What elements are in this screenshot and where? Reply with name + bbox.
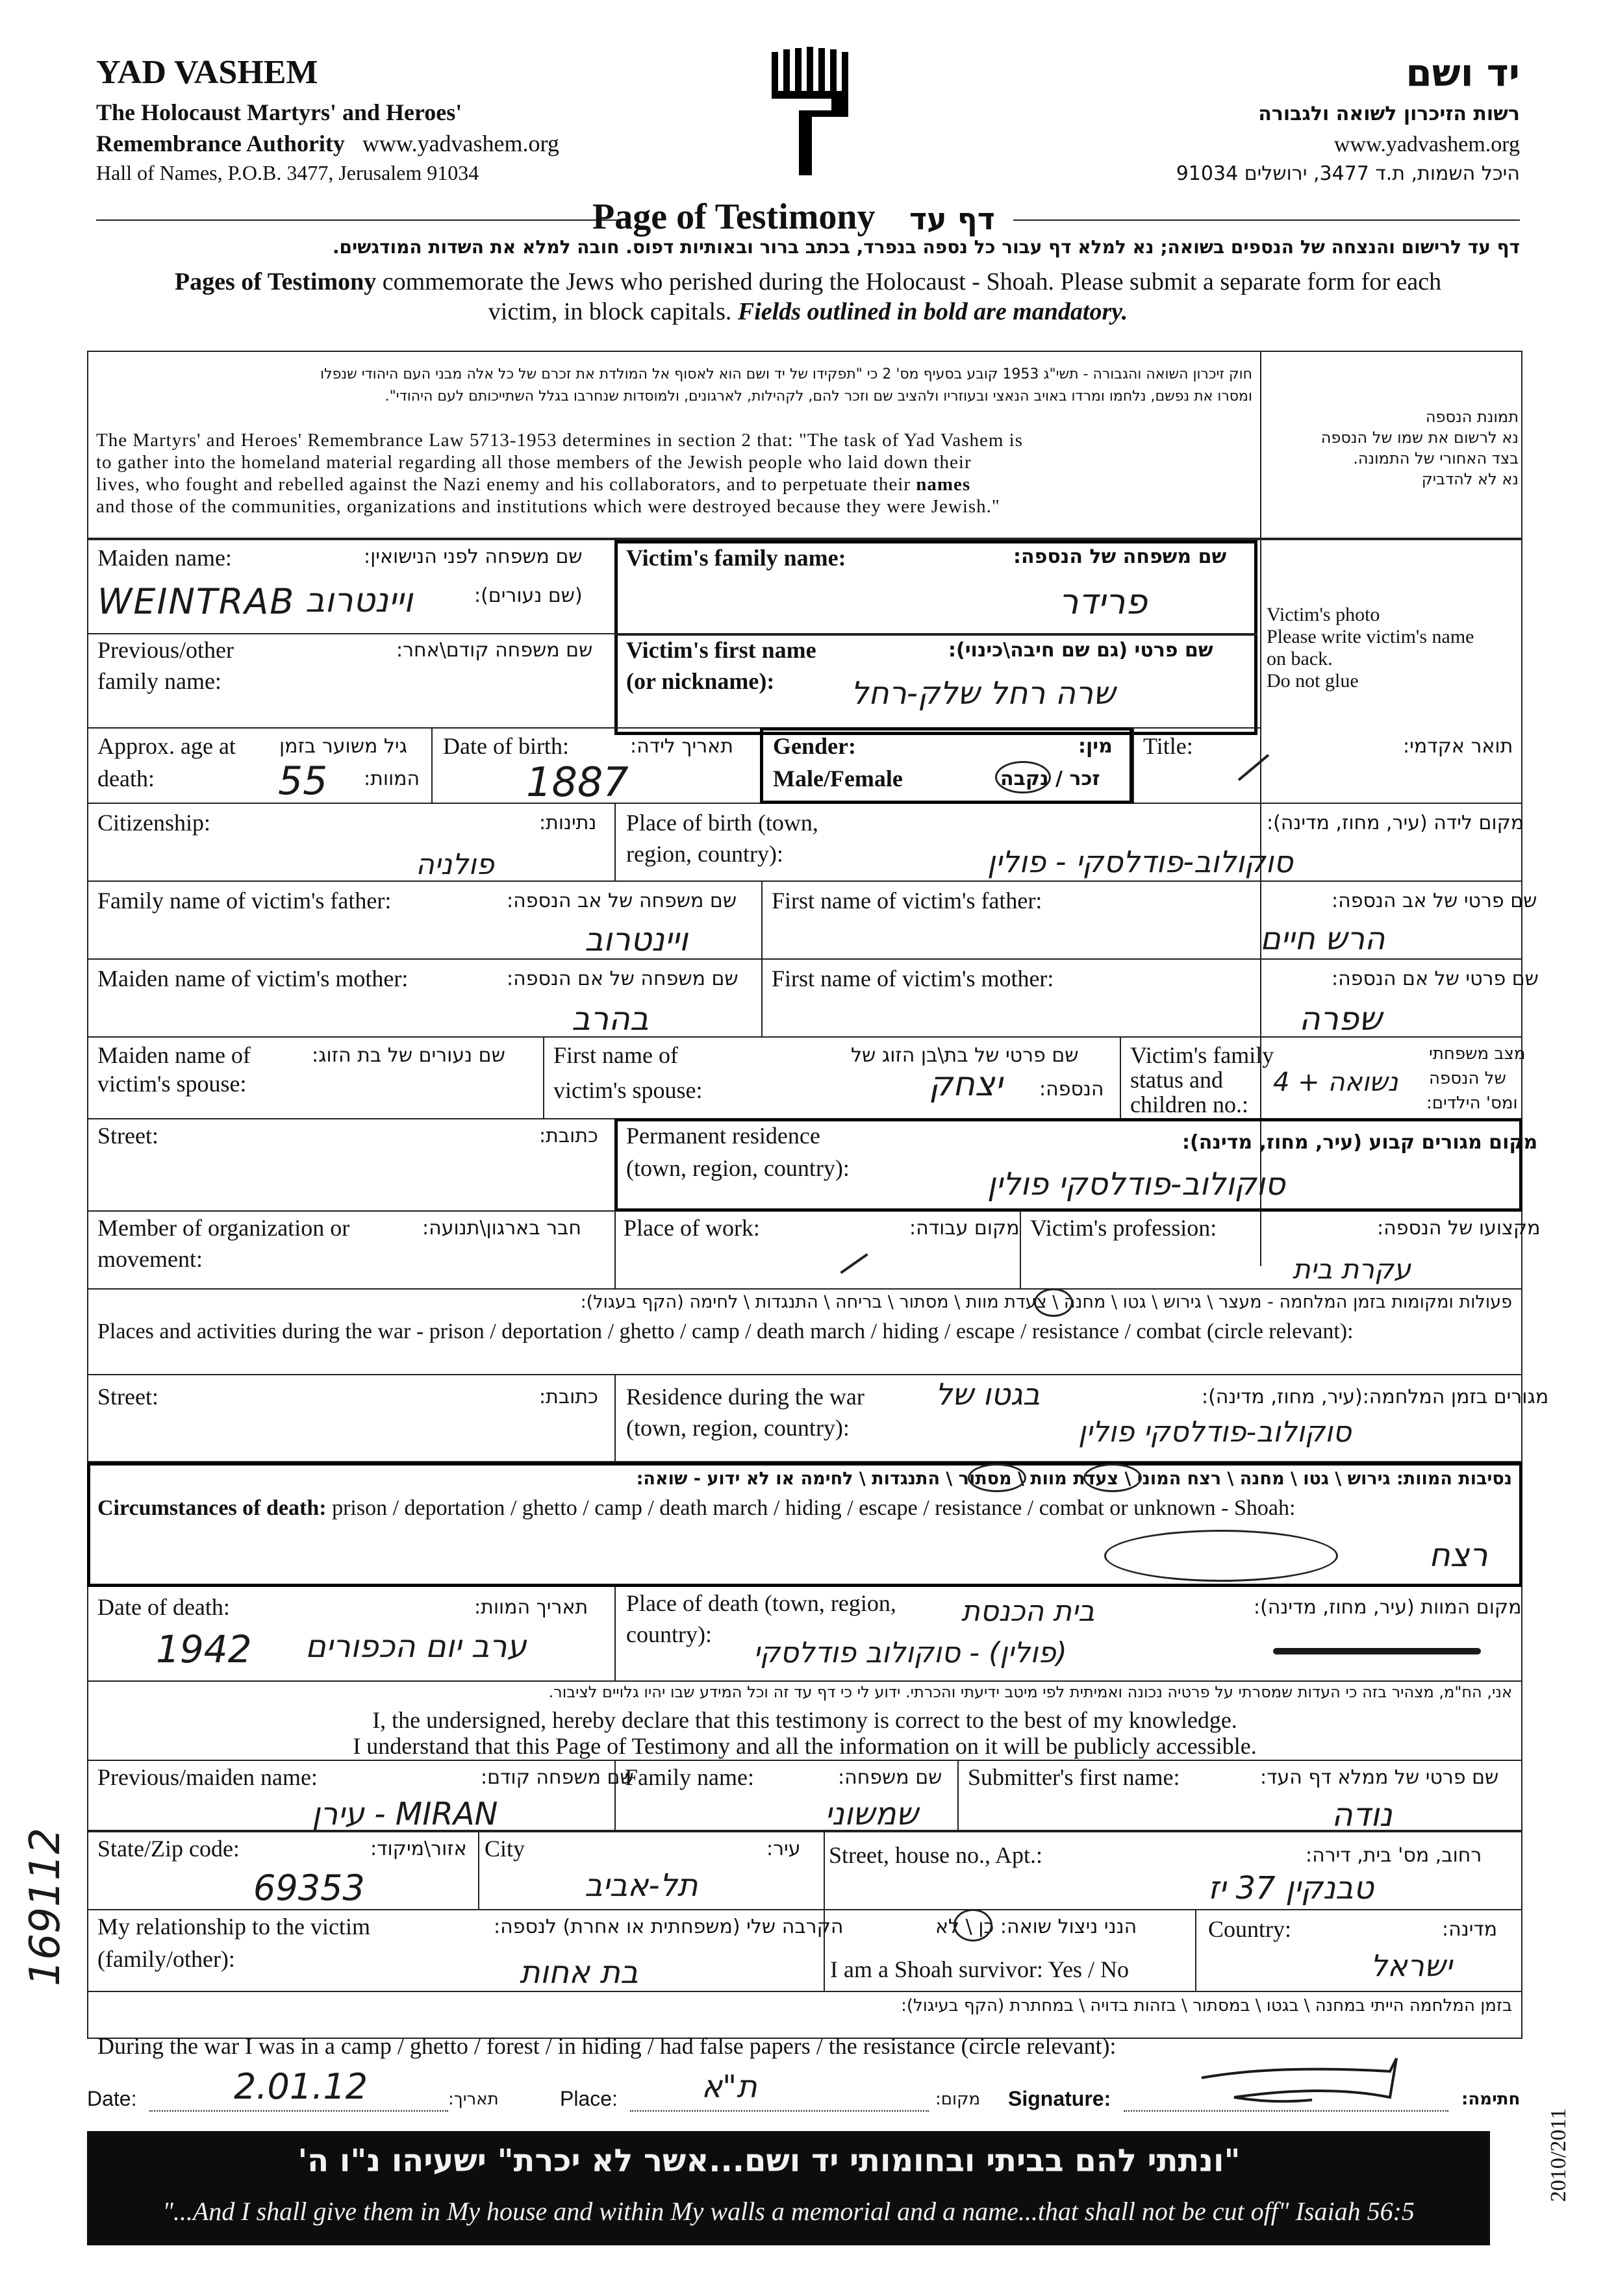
pob-value[interactable]: סוקולוב-פודלסקי - פולין (987, 844, 1293, 879)
dod-label: Date of death: (97, 1594, 230, 1620)
intro-en-rest: commemorate the Jews who perished during the Holocaust - Shoah. Please submit a separate form for each (376, 268, 1442, 295)
country-value[interactable]: ישראל (1370, 1948, 1452, 1983)
sub-row3-div2 (1195, 1909, 1196, 1991)
victim-first-name-value[interactable]: שרה רחל שלק-רחל (851, 675, 1116, 712)
place-value[interactable]: ת"א (701, 2069, 757, 2105)
date-label-he: תאריך: (448, 2090, 499, 2109)
war-places-he: פעולות ומקומות בזמן המלחמה - מעצר \ גירוש \ גטו \ מחנה \ צעדת מוות \ מסתור \ בריחה \ התנגדות \ לחימה (הקף בעגול): (580, 1292, 1512, 1312)
org-line1-en: The Holocaust Martyrs' and Heroes' (96, 99, 462, 125)
submitter-prev-label: Previous/maiden name: (97, 1764, 318, 1790)
city-value[interactable]: תל-אביב (585, 1867, 698, 1904)
law-en-line3-bold: names (916, 474, 971, 495)
mother-first-label: First name of victim's mother: (772, 966, 1054, 992)
org-web-he: www.yadvashem.org (1333, 132, 1520, 156)
law-en-line1: The Martyrs' and Heroes' Remembrance Law 5713-1953 determines in section 2 that: "The task of Yad Vashem is (96, 430, 1023, 451)
victim-family-name-label: Victim's family name: (626, 545, 846, 571)
country-label: Country: (1208, 1916, 1292, 1942)
law-he-line1: חוק זיכרון השואה והגבורה - תשי"ג 1953 קובע בסעיף מס' 2 כי "תפקידו של יד ושם הוא לאסוף אל המולדת את זכרם של כל אלה מבני העם היהודי שנפלו (320, 366, 1252, 382)
circumstances-value[interactable]: רצח (1429, 1536, 1488, 1574)
date-label: Date: (87, 2087, 137, 2110)
submitter-family-value[interactable]: שמשוני (825, 1796, 918, 1832)
photo-he-line1: נא לרשום את שמו של הנספה (1320, 429, 1519, 447)
war-residence-label-he: מגורים בזמן המלחמה:(עיר, מחוז, מדינה): (1202, 1386, 1549, 1408)
citizenship-value[interactable]: פולניה (416, 848, 494, 881)
previous-name-label-he: שם משפחה קודם\אחר: (396, 639, 593, 662)
signature-mark-icon (1195, 2052, 1429, 2110)
war-residence-label-1: Residence during the war (626, 1384, 865, 1410)
victim-first-name-label-1: Victim's first name (626, 637, 816, 663)
father-family-value[interactable]: ויינטרוב (585, 921, 688, 958)
row13-bottom (87, 1680, 1522, 1682)
submitter-family-label: Family name: (625, 1764, 754, 1790)
intro-he: דף עד לרישום והנצחה של הנספים בשואה; נא למלא דף עבור כל נספה בנפרד, בכתב ברור ובאותיות דפוס. חובה למלא את השדות המודגשים. (332, 236, 1520, 258)
member-label-2: movement: (97, 1246, 203, 1272)
during-war-he: בזמן המלחמה הייתי במחנה \ בגטו \ במסתור \ בזהות בדויה \ במחתרת (הקף בעיגול): (901, 1996, 1512, 2015)
profession-label: Victim's profession: (1030, 1215, 1217, 1241)
page-title-he: דף עד (909, 201, 995, 236)
victim-family-name-value[interactable]: פרידר (1059, 581, 1148, 622)
row1-divider-left (87, 633, 614, 634)
family-status-label-he3: ומס' הילדים: (1426, 1093, 1518, 1113)
row7-div1 (543, 1036, 544, 1118)
law-en-line2: to gather into the homeland material regarding all those members of the Jewish people who laid down their (96, 452, 972, 473)
city-label-he: עיר: (766, 1838, 801, 1860)
spouse-first-value[interactable]: יצחק (929, 1065, 1003, 1104)
age-label-he2: המוות: (364, 767, 420, 790)
submitter-first-label-he: שם פרטי של ממלא דף העד: (1260, 1766, 1499, 1789)
signature-underline (1124, 2110, 1448, 2112)
pob-label-1: Place of birth (town, (626, 810, 818, 836)
residence-value[interactable]: סוקולוב-פודלסקי פולין (987, 1166, 1285, 1203)
dob-label-he: תאריך לידה: (630, 735, 733, 758)
age-label-he1: גיל משוער בזמן (279, 735, 407, 758)
maiden-name-value-latin[interactable]: WEINTRAB (97, 581, 296, 622)
intro-en-line2-bold: Fields outlined in bold are mandatory. (737, 298, 1128, 325)
date-underline (149, 2110, 448, 2112)
victim-first-name-label-2: (or nickname): (626, 668, 775, 694)
circumstances-en-bold: Circumstances of death: (97, 1496, 327, 1520)
spouse-first-label-he2: הנספה: (1039, 1078, 1104, 1101)
age-label-1: Approx. age at (97, 733, 236, 759)
war-street-label-he: כתובת: (539, 1386, 598, 1408)
family-status-label-1: Victim's family (1130, 1042, 1274, 1068)
date-value[interactable]: 2.01.12 (234, 2066, 368, 2107)
relation-label-he: הקרבה שלי (משפחתית או אחרת) לנספה: (494, 1915, 844, 1938)
org-title-en: YAD VASHEM (96, 54, 318, 91)
org-address-en: Hall of Names, P.O.B. 3477, Jerusalem 91034 (96, 161, 479, 184)
residence-label-he: מקום מגורים קבוע (עיר, מחוז, מדינה): (1182, 1131, 1538, 1154)
father-family-label-he: שם משפחה של אב הנספה: (507, 890, 737, 912)
law-he-line2: ומסרו את נפשם, נלחמו ומרדו באויב הנאצי ובעוזריו ולהציב שם וזכר להם, לקהילות, לארגונים, ולמוסדות שנחרבו בגלל השתייכותם לעם היהודי". (385, 388, 1252, 405)
family-status-label-he1: מצב משפחתי (1429, 1044, 1526, 1064)
yad-vashem-logo (766, 45, 857, 182)
gender-label-he: מין: (1078, 735, 1113, 758)
header-rule-left (96, 219, 629, 221)
circumstances-en (97, 1496, 1295, 1521)
zip-value[interactable]: 69353 (253, 1867, 365, 1908)
submitter-street-label: Street, house no., Apt.: (829, 1842, 1042, 1868)
family-status-label-he2: של הנספה (1429, 1069, 1506, 1088)
year-code: 2010/2011 (1547, 2108, 1571, 2202)
spouse-maiden-label-he: שם נעורים של בת הזוג: (312, 1044, 505, 1067)
city-label: City (485, 1836, 525, 1862)
circumstances-he: נסיבות המוות: גירוש \ גטו \ מחנה \ רצח המוני \ צעדת מוות \ מסתור \ התנגדות \ לחימה או לא ידוע - שואה: (636, 1469, 1512, 1489)
citizenship-label-he: נתינות: (539, 812, 597, 834)
declaration-en-2: I understand that this Page of Testimony and all the information on it will be publicly accessible. (353, 1733, 1257, 1759)
residence-label-1: Permanent residence (626, 1123, 820, 1149)
spouse-first-label-1: First name of (553, 1042, 678, 1068)
dod-label-he: תאריך המוות: (474, 1596, 588, 1619)
age-label-2: death: (97, 766, 155, 792)
row5-bottom (87, 958, 1522, 960)
submitter-first-label: Submitter's first name: (968, 1764, 1180, 1790)
previous-name-label-1: Previous/other (97, 637, 234, 663)
victim-first-name-label-he: שם פרטי (גם שם חיבה\כינוי): (948, 639, 1213, 662)
org-line2-en-group (96, 130, 559, 157)
victim-family-name-label-he: שם משפחה של הנספה: (1013, 545, 1227, 568)
war-street-label: Street: (97, 1384, 158, 1410)
family-status-label-3: children no.: (1130, 1092, 1248, 1117)
law-en-line3-pre: lives, who fought and rebelled against the Nazi enemy and his collaborators, and to perpetuate their (96, 474, 916, 495)
profession-label-he: מקצועו של הנספה: (1377, 1217, 1541, 1240)
war-residence-value-1[interactable]: בגטו של (935, 1377, 1041, 1412)
pob-label-2: region, country): (626, 841, 783, 867)
submitter-prev-label-he: שם משפחה קודם: (481, 1766, 634, 1789)
mother-first-label-he: שם פרטי של אם הנספה: (1332, 967, 1539, 990)
gender-options-he: זכר / נקבה (1000, 767, 1100, 790)
maiden-name-label-he: שם משפחה לפני הנישואין: (364, 545, 583, 568)
father-first-value[interactable]: הרש חיים (1260, 921, 1385, 957)
org-line1-he: רשות הזיכרון לשואה ולגבורה (1258, 103, 1520, 125)
intro-en-bold: Pages of Testimony (174, 268, 377, 295)
submitter-first-value[interactable]: נודה (1332, 1796, 1393, 1834)
street-label: Street: (97, 1123, 158, 1149)
photo-en-line1: Victim's photo (1267, 604, 1380, 625)
street-label-he: כתובת: (539, 1125, 598, 1147)
during-war-en: During the war I was in a camp / ghetto / forest / in hiding / had false papers / the resistance (circle relevant): (97, 2033, 1117, 2059)
country-label-he: מדינה: (1442, 1918, 1498, 1941)
work-label-he: מקום עבודה: (909, 1217, 1020, 1240)
quote-en: "...And I shall give them in My house and within My walls a memorial and a name...that shall not be cut off" Isaiah 56:5 (162, 2197, 1415, 2226)
photo-he-title: תמונת הנספה (1425, 408, 1519, 426)
war-residence-label-2: (town, region, country): (626, 1415, 850, 1441)
stamp-number: 169112 (21, 1827, 69, 1987)
sub-row2-bottom (87, 1909, 1522, 1910)
family-status-value[interactable]: נשואה + 4 (1273, 1067, 1398, 1097)
zip-label: State/Zip code: (97, 1836, 240, 1862)
war-places-en: Places and activities during the war - prison / deportation / ghetto / camp / death march / hiding / escape / resistance / combat (circle relevant): (97, 1319, 1354, 1343)
signature-label-he: חתימה: (1461, 2090, 1521, 2109)
declaration-he: אני, הח"מ, מצהיר בזה כי העדות שמסרתי על פרטיה נכונה ואמיתית לפי מיטב ידיעתי והכרתי. ידוע לי כי דף עד זה וכל המידע שבו יהיו גלויים לציבור. (548, 1683, 1512, 1701)
pod-label-1: Place of death (town, region, (626, 1590, 896, 1616)
mother-maiden-label: Maiden name of victim's mother: (97, 966, 409, 992)
photo-en-line3: on back. (1267, 648, 1333, 669)
mother-maiden-label-he: שם משפחה של אם הנספה: (507, 967, 739, 990)
sub-row2-div2 (824, 1831, 825, 1909)
row9-bottom (87, 1288, 1522, 1290)
citizenship-label: Citizenship: (97, 810, 210, 836)
submitter-family-label-he: שם משפחה: (838, 1766, 942, 1789)
title-label: Title: (1143, 733, 1193, 759)
spouse-maiden-label-1: Maiden name of (97, 1042, 251, 1068)
maiden-name-value-he[interactable]: ויינטרוב (305, 581, 413, 620)
row3-div3 (1133, 727, 1134, 803)
pod-strikethrough (1273, 1648, 1481, 1654)
law-en-line4: and those of the communities, organizations and institutions which were destroyed because they were Jewish." (96, 496, 1000, 517)
photo-en-line2: Please write victim's name (1267, 626, 1474, 647)
father-first-label-he: שם פרטי של אב הנספה: (1332, 890, 1537, 912)
quote-banner (87, 2131, 1490, 2245)
gender-female-circle (995, 761, 1051, 793)
dod-value-year[interactable]: 1942 (156, 1627, 252, 1671)
war-ghetto-circle (1034, 1288, 1073, 1317)
page-title: Page of Testimony (592, 197, 876, 237)
maiden-name-label-he2: (שם נעורים): (474, 584, 583, 607)
org-address-he: היכל השמות, ת.ד 3477, ירושלים 91034 (1176, 162, 1520, 185)
row9-div1 (614, 1210, 616, 1288)
sub-row3-bottom (87, 1991, 1522, 1992)
row9-div2 (1020, 1210, 1021, 1288)
row13-div (614, 1587, 616, 1680)
pod-value-1[interactable]: בית הכנסת (961, 1595, 1095, 1628)
row1-divider-right (614, 633, 1257, 636)
org-title-he: יד ושם (1406, 51, 1520, 95)
law-en-line3 (96, 474, 970, 495)
place-label: Place: (560, 2087, 618, 2110)
family-status-label-2: status and (1130, 1067, 1223, 1093)
circumstances-scribble-circle (1104, 1530, 1338, 1582)
spouse-first-label-2: victim's spouse: (553, 1077, 703, 1103)
war-residence-value-2[interactable]: סוקולוב-פודלסקי פולין (1078, 1416, 1352, 1449)
survivor-label-en: I am a Shoah survivor: Yes / No (830, 1956, 1129, 1982)
relation-value[interactable]: בת אחות (520, 1954, 638, 1991)
org-web-en: www.yadvashem.org (362, 131, 559, 156)
org-line2-en: Remembrance Authority (96, 131, 345, 156)
sub-row2-div1 (478, 1831, 479, 1909)
submitter-prev-value[interactable]: עירן - MIRAN (312, 1796, 498, 1832)
row10-bottom (87, 1374, 1522, 1375)
row5-div (761, 880, 763, 1036)
age-value[interactable]: 55 (278, 758, 328, 804)
profession-value[interactable]: עקרת בית (1293, 1253, 1411, 1285)
pod-label-he: מקום המוות (עיר, מחוז, מדינה): (1254, 1596, 1522, 1619)
row4-bottom (87, 880, 1522, 882)
father-family-label: Family name of victim's father: (97, 888, 392, 914)
relation-label-1: My relationship to the victim (97, 1914, 370, 1940)
row7-div2 (1120, 1036, 1121, 1118)
submitter-street-label-he: רחוב, מס' בית, דירה: (1306, 1844, 1482, 1867)
intro-en-line2-plain: victim, in block capitals. (488, 298, 738, 325)
submitter-street-value[interactable]: טבנקין 37 יז (1208, 1870, 1374, 1906)
photo-he-line2: בצד האחורי של התמונה. (1353, 449, 1519, 468)
maiden-name-label: Maiden name: (97, 545, 232, 571)
row4-div (614, 803, 616, 880)
row8-bottom-left (87, 1210, 614, 1212)
zip-label-he: אזור\מיקוד: (370, 1838, 467, 1860)
sub-row1-div2 (957, 1760, 959, 1831)
dod-value-he[interactable]: ערב יום הכפורים (305, 1628, 527, 1665)
photo-he-line3: נא לא להדביק (1421, 470, 1519, 488)
work-label: Place of work: (624, 1215, 760, 1241)
title-label-he: תואר אקדמי: (1403, 735, 1513, 758)
signature-scribble[interactable] (1195, 2052, 1429, 2110)
mother-maiden-value[interactable]: בהרב (572, 1000, 649, 1038)
dob-value[interactable]: 1887 (526, 758, 629, 806)
signature-label: Signature: (1008, 2087, 1111, 2110)
intro-en-line1 (96, 268, 1520, 296)
intro-en-line2 (96, 297, 1520, 326)
father-first-label: First name of victim's father: (772, 888, 1042, 914)
place-underline (630, 2110, 929, 2112)
header-rule-right (1013, 219, 1520, 221)
member-label-he: חבר בארגון\תנועה: (422, 1217, 581, 1240)
pod-label-2: country): (626, 1621, 712, 1647)
menorah-logo-icon (766, 45, 857, 182)
pod-value-2[interactable]: (פולין) - סוקולוב פודלסקי (753, 1636, 1067, 1669)
circumstances-circle-1 (1083, 1464, 1142, 1492)
relation-label-2: (family/other): (97, 1946, 235, 1972)
survivor-no-circle (953, 1909, 992, 1941)
place-label-he: מקום: (935, 2090, 981, 2109)
previous-name-label-2: family name: (97, 668, 221, 694)
quote-he: "ונתתי להם בביתי ובחומותי יד ושם...אשר לא יכרת" ישעיהו נ"ו ה' (297, 2143, 1241, 2179)
row11-div (614, 1374, 616, 1461)
gender-label-1: Gender: (773, 733, 856, 759)
pob-label-he: מקום לידה (עיר, מחוז, מדינה): (1267, 812, 1524, 834)
dob-label: Date of birth: (443, 733, 569, 759)
photo-en-line4: Do not glue (1267, 670, 1359, 692)
member-label-1: Member of organization or (97, 1215, 350, 1241)
gender-label-2: Male/Female (773, 766, 903, 792)
spouse-first-label-he1: שם פרטי של בת\בן הזוג של (851, 1044, 1079, 1067)
spouse-maiden-label-2: victim's spouse: (97, 1071, 247, 1097)
survivor-label-he: הנני ניצול שואה: כן \ לא (935, 1915, 1137, 1938)
residence-label-2: (town, region, country): (626, 1155, 850, 1181)
circumstances-circle-2 (968, 1464, 1026, 1492)
declaration-en-1: I, the undersigned, hereby declare that this testimony is correct to the best of my knowledge. (372, 1707, 1237, 1733)
mother-first-value[interactable]: שפרה (1299, 1000, 1382, 1038)
sub-row1-bottom (87, 1831, 1522, 1832)
row3-div1 (431, 727, 433, 803)
circumstances-en-rest: prison / deportation / ghetto / camp / death march / hiding / escape / resistance / combat or unknown - Shoah: (326, 1496, 1296, 1520)
